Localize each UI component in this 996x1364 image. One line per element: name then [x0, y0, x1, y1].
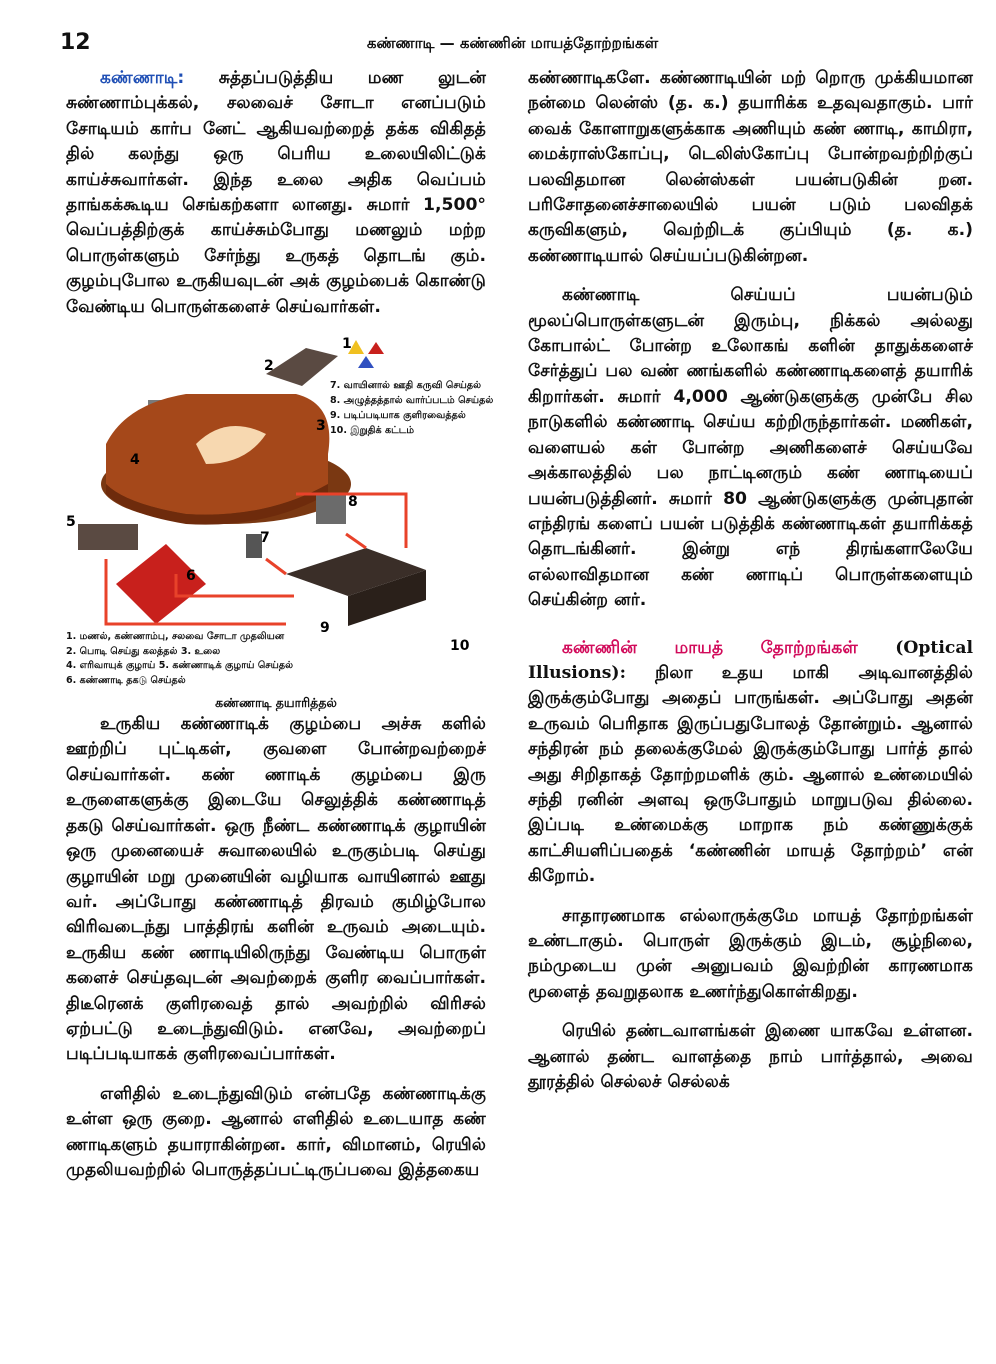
figure-number: 3: [316, 418, 326, 435]
machine-8: [316, 494, 346, 524]
heading-optical-illusions: கண்ணின் மாயத் தோற்றங்கள்: [562, 637, 858, 658]
running-title: கண்ணாடி — கண்ணின் மாயத்தோற்றங்கள்: [366, 34, 659, 52]
paragraph-text: சுத்தப்படுத்திய மண லுடன் சுண்ணாம்புக்கல், சலவைச் சோடா எனப்படும் சோடியம் கார்ப னேட் ஆகியவற்றைத் தக்க விகிதத் தில் கலந்து ஒரு பெரிய உலையிலிட்டுக் காய்ச்சுவார்கள். இந்த உலை அதிக வெப்பம் தாங்கக்கூடிய செங்கற்களா லானது. சுமார் 1,500° வெப்பத்திற்குக் காய்ச்சும்போது மணலும் மற்ற பொருள்களும் சேர்ந்து உருகத் தொடங் கும். குழம்புபோல உருகியவுடன் அக் குழம்பைக் கொண்டு வேண்டிய பொருள்களைச் செய்வார்கள்.: [66, 68, 487, 317]
machine-5: [78, 524, 138, 550]
legend-item: 1. மணல், கண்ணாம்பு, சலவை சோடா முதலியன: [66, 631, 285, 643]
legend-item: 4. எரிவாயுக் குழாய் 5. கண்ணாடிக் குழாய் செய்தல்: [66, 660, 294, 672]
legend-item: 10. இறுதிக் கட்டம்: [330, 425, 415, 437]
figure-number: 9: [320, 620, 330, 637]
page-header: [60, 30, 965, 60]
figure-number: 2: [264, 358, 274, 375]
figure-number: 8: [348, 494, 358, 511]
legend-item: 9. படிப்படியாக குளிரவைத்தல்: [330, 410, 466, 422]
flow-arrow: [346, 534, 366, 548]
legend-item: 6. கண்ணாடி தகடு செய்தல்: [66, 674, 186, 686]
figure-number: 7: [260, 530, 270, 547]
paragraph-rail-tracks: ரெயில் தண்டவாளங்கள் இணை யாகவே உள்ளன. ஆனால் தண்ட வாளத்தை நாம் பார்த்தால், அவை தூரத்தில் செல்லச் செல்லக்: [528, 1021, 973, 1093]
paragraph-lens: கண்ணாடிகளே. கண்ணாடியின் மற் றொரு முக்கியமான நன்மை லென்ஸ் (த. க.) தயாரிக்க உதவுவதாகும். பார் வைக் கோளாறுகளுக்காக அணியும் கண் ணாடி, காமிரா, மைக்ராஸ்கோப்பு, டெலிஸ்கோப்பு போன்றவற்றிற்குப் பலவிதமான லென்ஸ்கள் பயன்படுகின் றன. பரிசோதனைச்சாலையில் பயன் படும் பலவிதக் கருவிகளும், வெற்றிடக் குப்பியும் (த. க.) கண்ணாடியால் செய்யப்படுகின்றன.: [528, 68, 973, 266]
paragraph-glass-forming: உருகிய கண்ணாடிக் குழம்பை அச்சு களில் ஊற்றிப் புட்டிகள், குவளை போன்றவற்றைச் செய்வார்கள். கண் ணாடிக் குழம்பை இரு உருளைகளுக்கு இடையே செலுத்திக் கண்ணாடித் தகடு செய்வார்கள். ஒரு நீண்ட கண்ணாடிக் குழாயின் ஒரு முனையைச் சுவாலையில் உருகும்படி செய்து குழாயின் மறு முனையின் வழியாக வாயினால் ஊது வர். அப்போது கண்ணாடித் திரவம் குமிழ்போல விரிவடைந்து பாத்திரங் களின் உருவம் அடையும். உருகிய கண் ணாடியிலிருந்து வேண்டிய பொருள் களைச் செய்தவுடன் அவற்றைக் குளிர வைப்பார்கள். திடீரெனக் குளிரவைத் தால் அவற்றில் விரிசல் ஏற்பட்டு உடைந்துவிடும். எனவே, அவற்றைப் படிப்படியாகக் குளிரவைப்பார்கள்.: [66, 714, 486, 1065]
paragraph-glass-intro: [66, 66, 486, 320]
paragraph-optical-illusions: [528, 636, 973, 890]
heading-glass: கண்ணாடி:: [100, 68, 185, 88]
right-column: [528, 66, 973, 1109]
raw-material-pile-red: [368, 342, 384, 354]
left-column: [66, 66, 494, 1197]
legend-item: 8. அழுத்தத்தால் வார்ப்படம் செய்தல்: [330, 395, 494, 407]
figure-glass-making: [66, 334, 494, 711]
legend-item: 7. வாயினால் ஊதி கருவி செய்தல்: [330, 380, 482, 392]
figure-number: 10: [450, 638, 470, 655]
paragraph-glass-weakness: எளிதில் உடைந்துவிடும் என்பதே கண்ணாடிக்கு உள்ள ஒரு குறை. ஆனால் எளிதில் உடையாத கண் ணாடிகளும் தயாராகின்றன. கார், விமானம், ரெயில் முதலியவற்றில் பொருத்தப்பட்டிருப்பவை இத்தகைய: [66, 1083, 486, 1180]
figure-number: 5: [66, 514, 76, 531]
heading-latin: (Optical Illusions):: [528, 637, 974, 683]
paragraph-text: நிலா உதய மாகி அடிவானத்தில் இருக்கும்போது அதைப் பாருங்கள். அப்போது அதன் உருவம் பெரிதாக இருப்பதுபோலத் தோன்றும். ஆனால் சந்திரன் நம் தலைக்குமேல் இருக்கும்போது பார்த் தால் அது சிறிதாகத் தோற்றமளிக் கும். ஆனால் உண்மையில் சந்தி ரனின் அளவு ஒருபோதும் மாறுபடுவ தில்லை. இப்படி உண்மைக்கு மாறாக நம் கண்ணுக்குக் காட்சியளிப்பதைக் ‘கண்ணின் மாயத் தோற்றம்’ என் கிறோம்.: [528, 662, 973, 887]
conveyor-belt: [266, 348, 338, 386]
paragraph-illusion-causes: சாதாரணமாக எல்லாருக்குமே மாயத் தோற்றங்கள் உண்டாகும். பொருள் இருக்கும் இடம், சூழ்நிலை, நம்முடைய முன் அனுபவம் இவற்றின் காரணமாக மூளைத் தவறுதலாக உணர்ந்துகொள்கிறது.: [528, 905, 973, 1002]
figure-legend-bottom: [66, 630, 486, 688]
paragraph-colored-glass: கண்ணாடி செய்யப் பயன்படும் மூலப்பொருள்களுடன் இரும்பு, நிக்கல் அல்லது கோபால்ட் போன்ற உலோகங் களின் தாதுக்களைச் சேர்த்துப் பல வண் ணங்களில் கண்ணாடிகளைத் தயாரிக் கிறார்கள். சுமார் 4,000 ஆண்டுகளுக்கு முன்பே சில நாடுகளில் கண்ணாடி செய்ய கற்றிருந்தார்கள். மணிகள், வளையல் கள் போன்ற அணிகளைச் செய்யவே அக்காலத்தில் பல நாட்டினரும் கண் ணாடியைப் பயன்படுத்தினர். சுமார் 80 ஆண்டுகளுக்கு முன்புதான் எந்திரங் களைப் பயன் படுத்திக் கண்ணாடிகள் தயாரிக்கத் தொடங்கினர். இன்று எந் திரங்களாலேயே எல்லாவிதமான கண் ணாடிப் பொருள்களையும் செய்கின்ற னர்.: [528, 285, 973, 611]
figure-number: 1: [342, 336, 352, 353]
figure-number: 6: [186, 568, 196, 585]
figure-caption: கண்ணாடி தயாரித்தல்: [215, 695, 337, 711]
legend-item: 2. பொடி செய்து கலத்தல் 3. உலை: [66, 645, 221, 657]
figure-legend-right: [330, 378, 494, 438]
flow-arrow: [266, 559, 286, 574]
figure-number: 4: [130, 452, 140, 469]
page-number: 12: [60, 30, 91, 55]
raw-material-pile-blue: [358, 356, 374, 368]
